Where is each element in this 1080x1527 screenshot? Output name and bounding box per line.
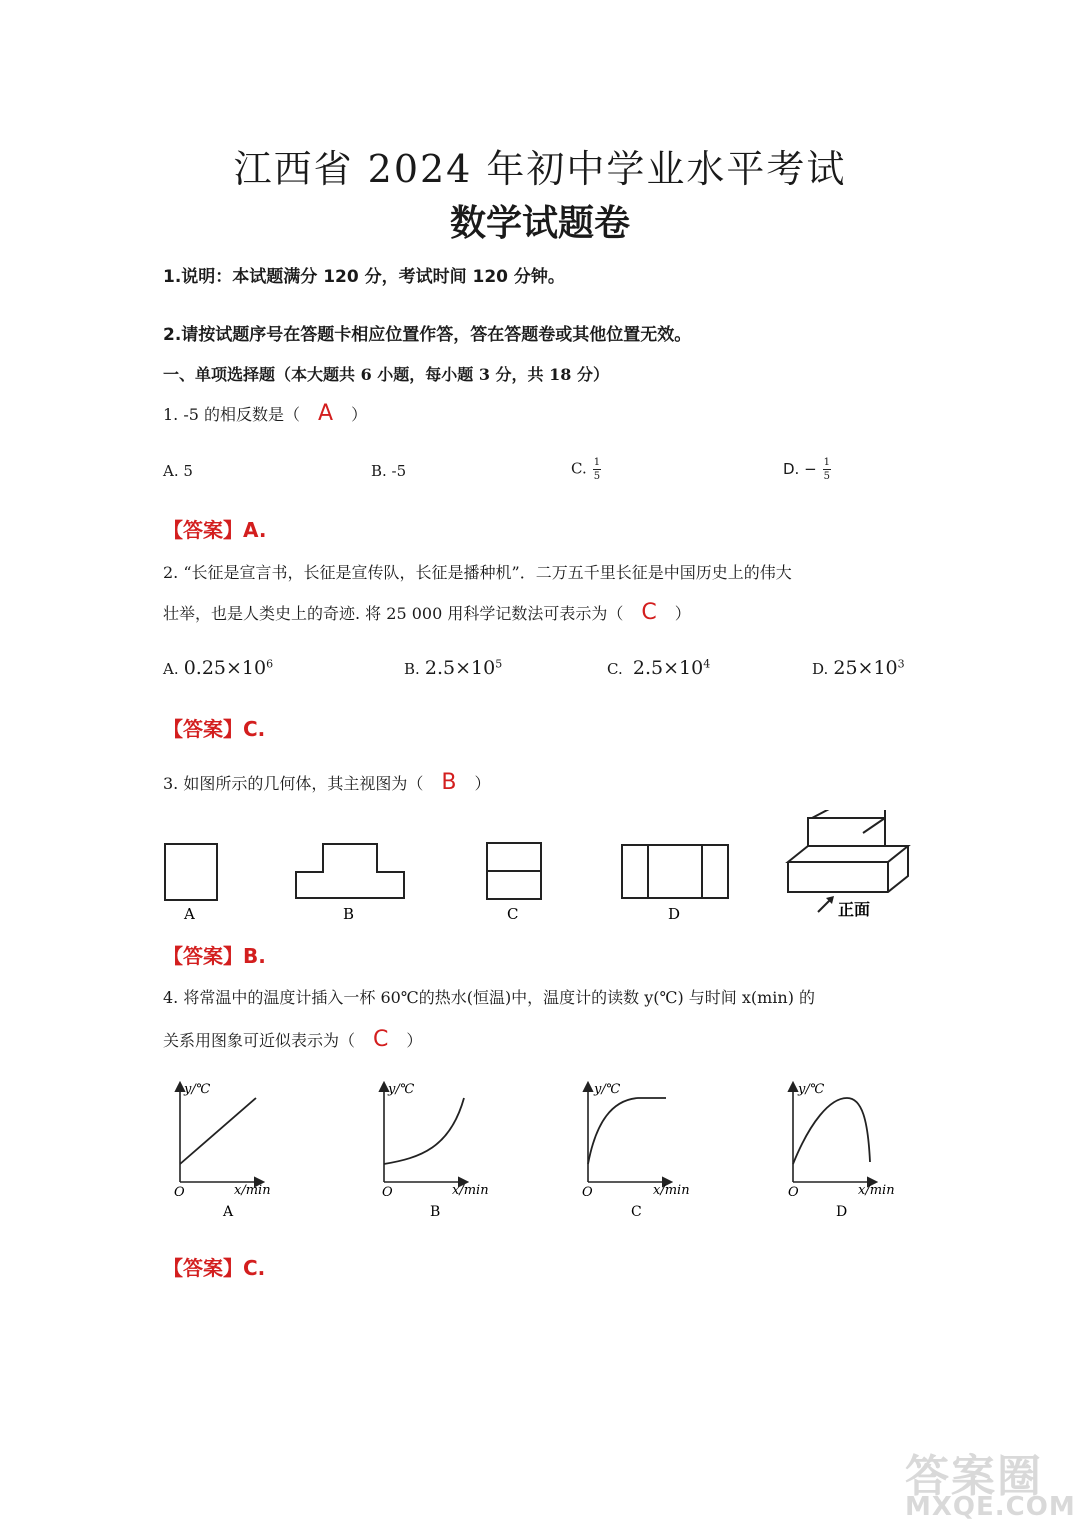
question-4-graphs (150, 1070, 930, 1220)
curve-rise-and-fall (793, 1098, 870, 1164)
front-label: 正面 (838, 900, 871, 919)
graph-b-label: B (430, 1204, 441, 1220)
question-1-answer: 【答案】A. (163, 518, 267, 542)
watermark-logo: 答案圈 (905, 1451, 1043, 1502)
q2-option-a (163, 657, 273, 679)
option-letter: C. (607, 660, 623, 678)
question-4-stem-line1: 4. 将常温中的温度计插入一杯 60℃的热水(恒温)中，温度计的读数 y(℃) 与时间 x(min) 的 (163, 988, 816, 1007)
question-1-text: 1. -5 的相反数是（ (163, 405, 301, 424)
watermark-url: MXQE.COM (905, 1492, 1076, 1522)
note-2: 2.请按试题序号在答题卡相应位置作答，答在答题卷或其他位置无效。 (163, 325, 692, 345)
question-4-stem-line2 (163, 1027, 422, 1052)
question-2-answer: 【答案】C. (163, 717, 266, 741)
option-base: 0.25×10 (183, 657, 267, 679)
fraction-denominator: 5 (823, 471, 831, 482)
fraction-numerator: 1 (823, 457, 831, 468)
question-2-text: 壮举，也是人类史上的奇迹. 将 25 000 用科学记数法可表示为（ (163, 604, 624, 623)
view-d-label: D (668, 905, 681, 923)
question-2-stem-line1: 2. “长征是宣言书，长征是宣传队，长征是播种机”．二万五千里长征是中国历史上的伟大 (163, 563, 792, 582)
y-axis-label: y/℃ (798, 1082, 825, 1097)
graph-a-label: A (223, 1204, 234, 1220)
question-3-figures (150, 810, 930, 935)
option-exponent: 6 (266, 657, 274, 671)
graph-a (174, 1082, 271, 1220)
graph-b (382, 1082, 489, 1220)
x-axis-label: x/min (452, 1183, 489, 1198)
question-3-paren: ） (474, 774, 491, 793)
question-3-text: 3. 如图所示的几何体，其主视图为（ (163, 774, 424, 793)
question-2-paren: ） (674, 604, 691, 623)
q1-option-d-fraction (823, 456, 831, 483)
q1-option-d-label: D. − (783, 460, 817, 478)
question-2-marked-answer: C (641, 600, 657, 625)
curve-saturating (588, 1098, 666, 1164)
option-letter: B. (404, 660, 420, 678)
question-4-marked-answer: C (373, 1027, 389, 1052)
option-letter: A. (163, 660, 179, 678)
view-c-label: C (507, 905, 519, 923)
question-1-paren: ） (351, 405, 368, 424)
x-axis-label: x/min (858, 1183, 895, 1198)
y-axis-label: y/℃ (184, 1082, 211, 1097)
graph-d-label: D (836, 1204, 848, 1220)
fraction-numerator: 1 (593, 457, 601, 468)
question-3-marked-answer: B (441, 770, 457, 795)
q1-option-d (783, 456, 831, 483)
question-4-text: 关系用图象可近似表示为（ (163, 1031, 356, 1050)
q1-option-a: A. 5 (163, 462, 193, 480)
view-d-box (622, 845, 728, 898)
x-axis-label: x/min (653, 1183, 690, 1198)
curve-linear (180, 1098, 256, 1164)
note-1: 1.说明：本试题满分 120 分，考试时间 120 分钟。 (163, 267, 565, 287)
graph-c-label: C (631, 1204, 642, 1220)
curve-increasing-convex (384, 1098, 464, 1164)
fraction-denominator: 5 (593, 471, 601, 482)
exam-title: 江西省 2024 年初中学业水平考试 (233, 147, 847, 191)
question-1-marked-answer: A (318, 401, 334, 426)
q2-option-d (812, 657, 905, 679)
option-exponent: 4 (703, 657, 711, 671)
question-3-answer: 【答案】B. (163, 944, 266, 968)
option-letter: D. (812, 660, 829, 678)
q1-option-c-fraction (593, 456, 601, 483)
x-axis-label: x/min (234, 1183, 271, 1198)
view-a-label: A (184, 905, 195, 923)
origin-label: O (582, 1185, 593, 1200)
option-exponent: 5 (495, 657, 503, 671)
origin-label: O (788, 1185, 799, 1200)
exam-subtitle: 数学试题卷 (449, 202, 630, 244)
origin-label: O (382, 1185, 393, 1200)
question-2-stem-line2 (163, 600, 691, 625)
q2-option-c (607, 657, 710, 679)
origin-label: O (174, 1185, 185, 1200)
graph-d (788, 1082, 895, 1220)
solid-3d-drawing (788, 810, 908, 892)
question-1-stem (163, 401, 367, 426)
q1-option-c-label: C. (571, 459, 587, 478)
q1-option-b: B. -5 (371, 462, 407, 480)
option-base: 2.5×10 (424, 657, 496, 679)
q1-option-c (571, 456, 601, 483)
front-arrow-icon (818, 896, 834, 912)
view-a-square (165, 844, 217, 900)
y-axis-label: y/℃ (594, 1082, 621, 1097)
view-b-t-shape (296, 844, 404, 898)
question-3-stem (163, 770, 490, 795)
option-exponent: 3 (897, 657, 905, 671)
question-4-paren: ） (406, 1031, 423, 1050)
q2-option-b (404, 657, 502, 679)
y-axis-label: y/℃ (388, 1082, 415, 1097)
option-base: 2.5×10 (632, 657, 704, 679)
question-4-answer: 【答案】C. (163, 1256, 266, 1280)
section-title: 一、单项选择题（本大题共 6 小题，每小题 3 分，共 18 分） (163, 365, 609, 384)
view-b-label: B (343, 905, 355, 923)
option-base: 25×10 (833, 657, 898, 679)
graph-c (582, 1082, 690, 1220)
